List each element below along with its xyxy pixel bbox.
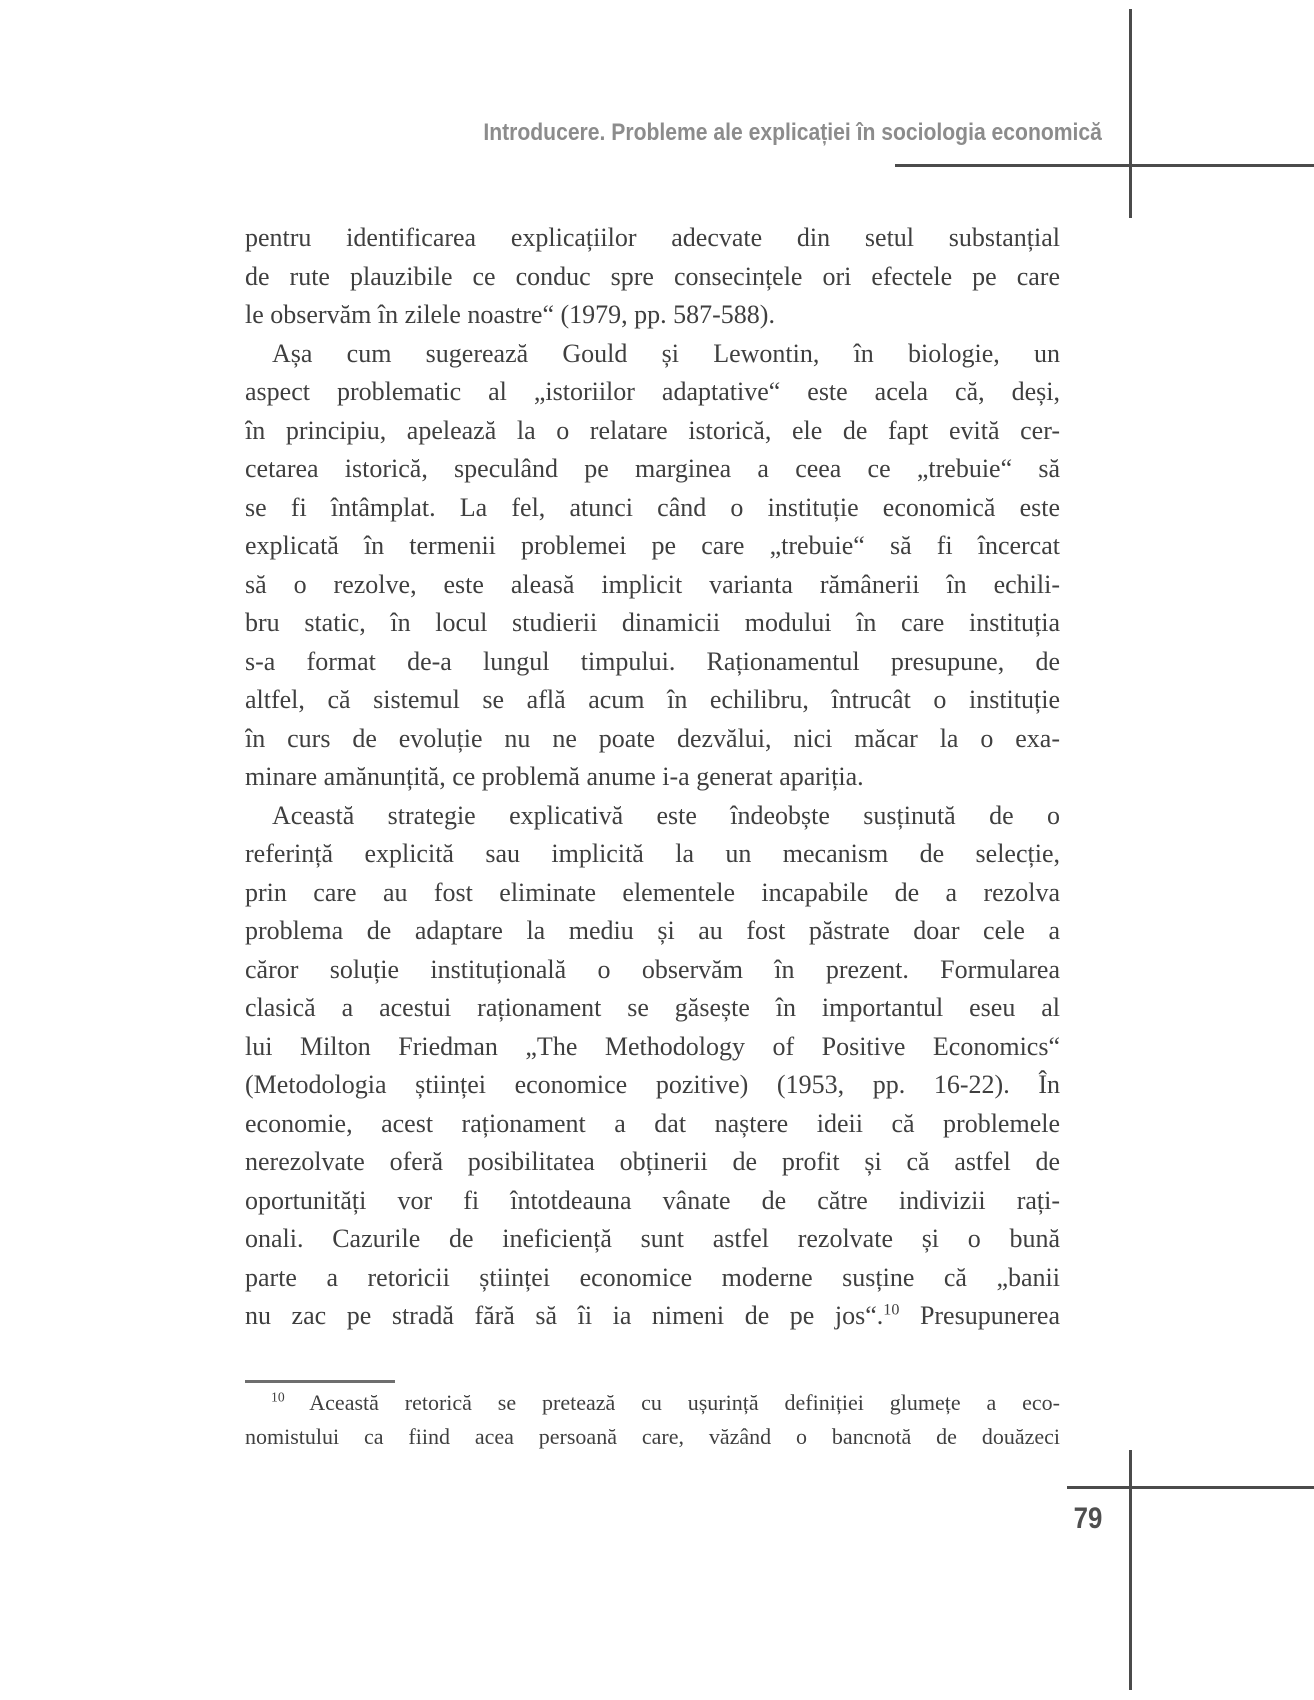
footnote-line: $^{10}$ Această retorică se pretează cu ușurință definiției glumețe a eco-: [271, 1389, 1060, 1415]
body-line: nerezolvate oferă posibilitatea obținerii de profit și că astfel de: [245, 1147, 1060, 1176]
body-line: le observăm în zilele noastre“ (1979, pp. 587-588).: [245, 300, 775, 329]
body-line: se fi întâmplat. La fel, atunci când o instituție economică este: [245, 492, 1060, 522]
body-line: bru static, în locul studierii dinamicii modului în care instituția: [245, 608, 1060, 637]
body-line: s-a format de-a lungul timpului. Raționamentul presupune, de: [245, 646, 1060, 676]
body-line: clasică a acestui raționament se găsește în importantul eseu al: [245, 993, 1060, 1022]
footnote-separator: [245, 1380, 395, 1383]
body-line: prin care au fost eliminate elementele incapabile de a rezolva: [245, 877, 1060, 907]
body-line: lui Milton Friedman „The Methodology of Positive Economics“: [245, 1031, 1060, 1061]
page-number: 79: [1073, 1502, 1102, 1535]
body-line: problema de adaptare la mediu și au fost păstrate doar cele a: [245, 916, 1060, 945]
body-line: în curs de evoluție nu ne poate dezvălui, nici măcar la o exa-: [245, 723, 1060, 753]
bottom-crop-mark-horizontal: [1067, 1486, 1314, 1489]
footnote-line: nomistului ca fiind acea persoană care, văzând o bancnotă de douăzeci: [245, 1424, 1060, 1449]
top-crop-mark-horizontal: [895, 164, 1314, 167]
top-crop-mark-vertical: [1129, 9, 1132, 218]
footnote: [245, 1386, 1060, 1454]
body-line: altfel, că sistemul se află acum în echilibru, întrucât o instituție: [245, 685, 1060, 714]
body-line: aspect problematic al „istoriilor adaptative“ este acela că, deși,: [245, 377, 1060, 406]
body-line: onali. Cazurile de ineficiență sunt astfel rezolvate și o bună: [245, 1224, 1060, 1253]
running-head: Introducere. Probleme ale explicației în sociologia economică: [483, 119, 1102, 146]
body-line: minare amănunțită, ce problemă anume i-a generat apariția.: [245, 762, 864, 791]
body-text: [245, 219, 1060, 1336]
body-line: de rute plauzibile ce conduc spre consecințele ori efectele pe care: [245, 261, 1060, 291]
body-line: căror soluție instituțională o observăm în prezent. Formularea: [245, 954, 1060, 984]
footnote-marker: 10: [271, 1389, 285, 1405]
body-line: Așa cum sugerează Gould și Lewontin, în biologie, un: [272, 338, 1060, 368]
body-line: economie, acest raționament a dat naștere ideii că problemele: [245, 1108, 1060, 1138]
body-line: în principiu, apelează la o relatare istorică, ele de fapt evită cer-: [245, 415, 1060, 445]
body-line: nu zac pe stradă fără să îi ia nimeni de pe jos“.$^{10}$ Presupunerea: [245, 1301, 1060, 1330]
bottom-crop-mark-vertical: [1129, 1450, 1132, 1690]
body-line: oportunități vor fi întotdeauna vânate de către indivizii rați-: [245, 1185, 1060, 1215]
body-line: Această strategie explicativă este îndeobște susținută de o: [272, 800, 1060, 830]
footnote-marker: 10: [883, 1301, 900, 1319]
body-line: pentru identificarea explicațiilor adecvate din setul substanțial: [245, 223, 1060, 252]
body-line: referință explicită sau implicită la un mecanism de selecție,: [245, 839, 1060, 868]
body-line: să o rezolve, este aleasă implicit varianta rămânerii în echili-: [245, 569, 1060, 599]
body-line: (Metodologia științei economice pozitive) (1953, pp. 16-22). În: [245, 1070, 1060, 1099]
body-line: cetarea istorică, speculând pe marginea a ceea ce „trebuie“ să: [245, 454, 1060, 483]
body-line: explicată în termenii problemei pe care „trebuie“ să fi încercat: [245, 531, 1060, 560]
body-line: parte a retoricii științei economice moderne susține că „banii: [245, 1262, 1060, 1292]
